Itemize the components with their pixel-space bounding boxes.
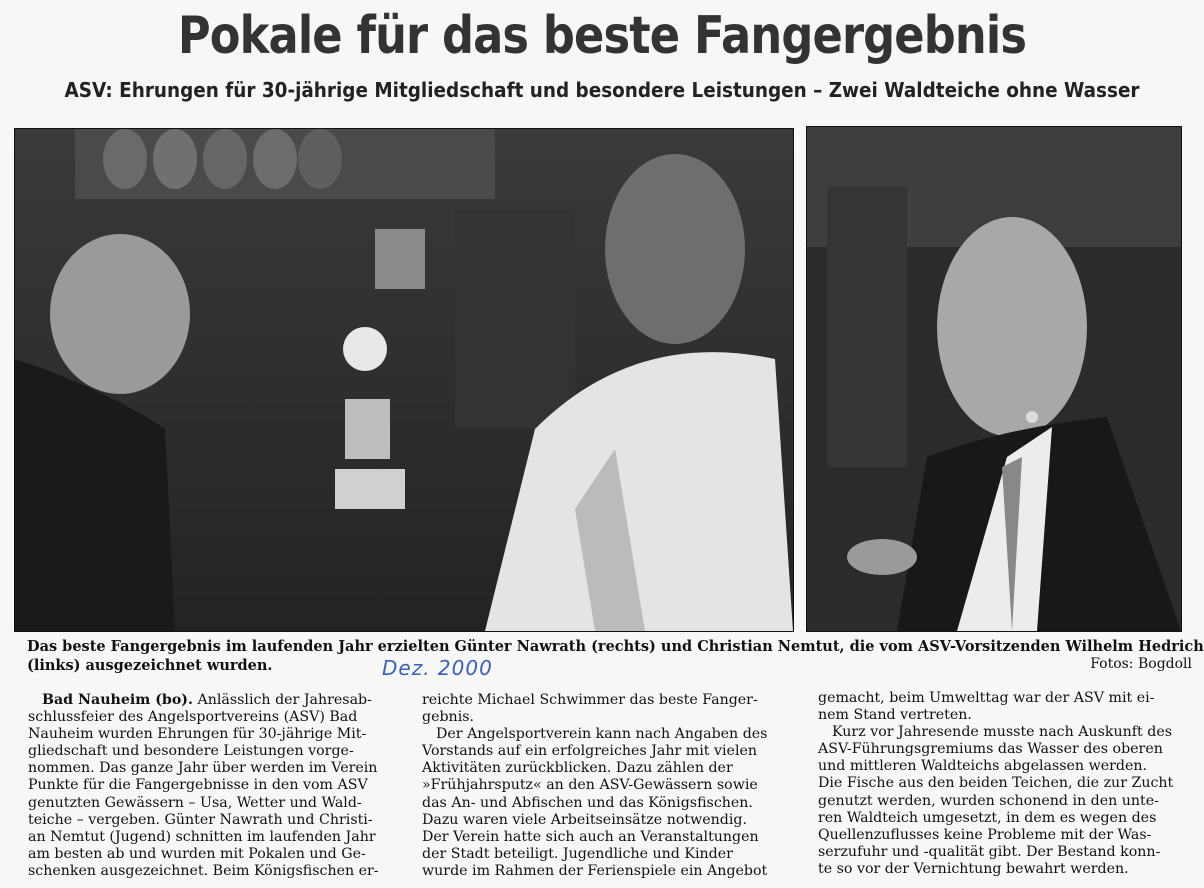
body-line: Der Angelsportverein kann nach Angaben des xyxy=(436,726,768,743)
article-subheadline: ASV: Ehrungen für 30-jährige Mitgliedschaft und besondere Leistungen – Zwei Waldteiche ohne Wasser xyxy=(64,78,1140,102)
body-line: gemacht, beim Umwelttag war der ASV mit ei- xyxy=(818,690,1155,706)
body-line: Kurz vor Jahresende musste nach Auskunft des xyxy=(832,724,1173,741)
body-line: nommen. Das ganze Jahr über werden im Verein xyxy=(28,760,378,777)
body-line: Dazu waren viele Arbeitseinsätze notwendig. xyxy=(422,811,747,828)
caption-line: (links) ausgezeichnet wurden. xyxy=(27,657,273,674)
body-line: ren Waldteich umgesetzt, in dem es wegen des xyxy=(818,809,1157,826)
body-line: teiche – vergeben. Günter Nawrath und Christi- xyxy=(28,811,373,828)
body-line: Die Fische aus den beiden Teichen, die zur Zucht xyxy=(818,775,1174,792)
photo-caption xyxy=(27,637,1204,675)
body-line: serzufuhr und -qualität gibt. Der Bestand konn- xyxy=(818,843,1161,860)
body-line: nem Stand vertreten. xyxy=(818,707,972,724)
main-photo xyxy=(14,128,794,632)
body-line: am besten ab und wurden mit Pokalen und Ge- xyxy=(28,845,366,862)
body-line: »Frühjahrsputz« an den ASV-Gewässern sowie xyxy=(422,777,758,794)
body-line: genutzten Gewässern – Usa, Wetter und Wald- xyxy=(28,794,362,811)
body-line: te so vor der Vernichtung bewahrt werden. xyxy=(818,860,1129,877)
caption-line: Das beste Fangergebnis im laufenden Jahr erzielten Günter Nawrath (rechts) und Christian Nemtut, die vom ASV-Vorsitzenden Wilhelm Hedrich xyxy=(27,638,1204,655)
body-line: und mittleren Waldteichs abgelassen werden. xyxy=(818,758,1148,775)
side-photo xyxy=(806,126,1182,632)
body-line: reichte Michael Schwimmer das beste Fanger- xyxy=(422,692,758,708)
article-column-2 xyxy=(422,692,804,880)
body-line: ASV-Führungsgremiums das Wasser des oberen xyxy=(818,741,1163,758)
body-line: wurde im Rahmen der Ferienspiele ein Angebot xyxy=(422,862,768,879)
body-line: an Nemtut (Jugend) schnitten im laufenden Jahr xyxy=(28,828,376,845)
body-line: genutzt werden, wurden schonend in den unte- xyxy=(818,792,1159,809)
body-line: schenken ausgezeichnet. Beim Königsfischen er- xyxy=(28,862,379,879)
body-line: Nauheim wurden Ehrungen für 30-jährige Mit- xyxy=(28,726,367,743)
photo-man-portrait-icon xyxy=(807,127,1181,631)
photo-credit: Fotos: Bogdoll xyxy=(1090,656,1192,672)
photo-three-people-trophy-icon xyxy=(15,129,793,631)
body-line: Bad Nauheim (bo). Anlässlich der Jahresab- xyxy=(28,692,388,709)
dateline: Bad Nauheim (bo). xyxy=(42,692,193,708)
body-line: Vorstands auf ein erfolgreiches Jahr mit vielen xyxy=(422,743,758,760)
body-line: der Stadt beteiligt. Jugendliche und Kinder xyxy=(422,845,733,862)
body-line: schlussfeier des Angelsportvereins (ASV) Bad xyxy=(28,709,358,726)
body-line: das An- und Abfischen und das Königsfischen. xyxy=(422,794,753,811)
body-line: Punkte für die Fangergebnisse in den vom ASV xyxy=(28,777,368,794)
article-column-3 xyxy=(818,690,1200,878)
body-line: Der Verein hatte sich auch an Veranstaltungen xyxy=(422,828,759,845)
body-line: gebnis. xyxy=(422,709,475,726)
article-headline: Pokale für das beste Fangergebnis xyxy=(177,6,1027,66)
handwritten-date: Dez. 2000 xyxy=(382,656,493,680)
article-column-1 xyxy=(28,692,388,880)
body-line: Aktivitäten zurückblicken. Dazu zählen der xyxy=(422,760,733,777)
body-line: Quellenzuflusses keine Probleme mit der Was- xyxy=(818,826,1152,843)
body-line: gliedschaft und besondere Leistungen vorge- xyxy=(28,743,354,760)
